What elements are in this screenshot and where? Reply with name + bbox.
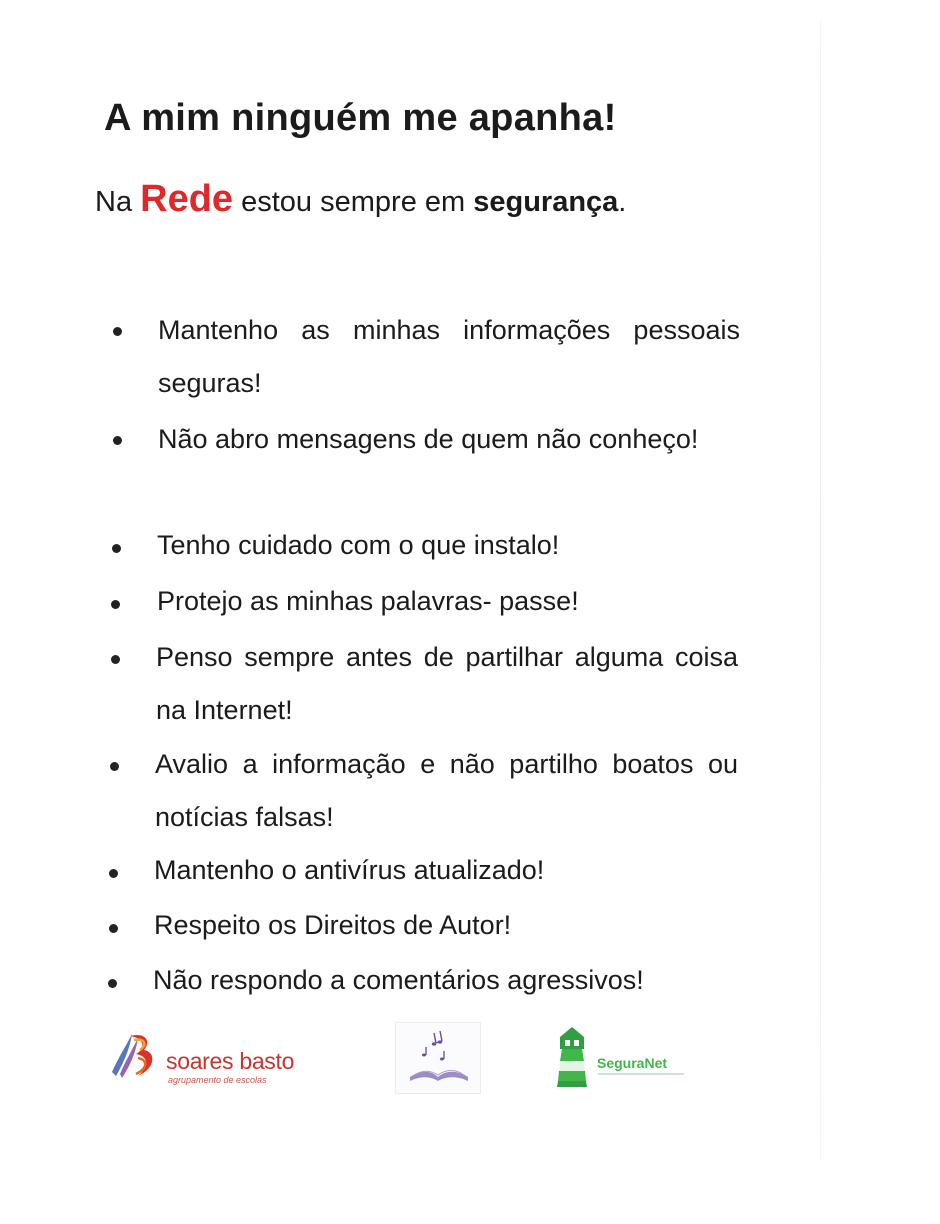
bullet-icon bbox=[108, 979, 117, 988]
bullet-icon bbox=[110, 762, 119, 771]
soares-basto-subtitle: agrupamento de escolas bbox=[168, 1075, 267, 1085]
seguranet-tagline-line bbox=[598, 1073, 684, 1075]
subtitle-bold-seguranca: segurança bbox=[473, 186, 619, 218]
tip-text: Tenho cuidado com o que instalo! bbox=[157, 530, 560, 560]
tip-text: Penso sempre antes de partilhar alguma coisa na Internet! bbox=[156, 642, 738, 725]
subtitle-text-end: . bbox=[618, 186, 627, 218]
tip-text: Mantenho as minhas informações pessoais seguras! bbox=[158, 315, 740, 398]
bullet-icon bbox=[111, 600, 120, 609]
tip-text: Avalio a informação e não partilho boatos ou notícias falsas! bbox=[155, 749, 738, 832]
bullet-icon bbox=[113, 436, 122, 445]
subtitle-text-2: estou sempre em bbox=[233, 186, 474, 218]
tip-text: Respeito os Direitos de Autor! bbox=[154, 910, 512, 940]
lighthouse-icon bbox=[552, 1025, 592, 1091]
bullet-icon bbox=[109, 924, 118, 933]
bullet-icon bbox=[111, 655, 120, 664]
bullet-icon bbox=[109, 869, 118, 878]
seguranet-name: SeguraNet bbox=[597, 1055, 668, 1071]
bullet-icon bbox=[113, 327, 122, 336]
library-logo bbox=[395, 1022, 481, 1094]
seguranet-logo bbox=[552, 1025, 702, 1091]
bullet-icon bbox=[112, 544, 121, 553]
page-subtitle bbox=[95, 178, 626, 221]
soares-basto-mark-icon bbox=[108, 1028, 168, 1088]
page-edge bbox=[820, 20, 821, 1160]
tip-text: Protejo as minhas palavras- passe! bbox=[157, 586, 579, 616]
subtitle-text-1: Na bbox=[95, 186, 141, 218]
subtitle-highlight-rede: Rede bbox=[140, 178, 234, 220]
tip-text: Não respondo a comentários agressivos! bbox=[153, 965, 644, 995]
page-title: A mim ninguém me apanha! bbox=[104, 97, 617, 139]
book-music-icon bbox=[396, 1023, 480, 1093]
soares-basto-logo bbox=[108, 1028, 318, 1088]
tip-text: Não abro mensagens de quem não conheço! bbox=[158, 424, 699, 454]
soares-basto-name: soares basto bbox=[166, 1048, 295, 1074]
tip-text: Mantenho o antivírus atualizado! bbox=[154, 855, 545, 885]
